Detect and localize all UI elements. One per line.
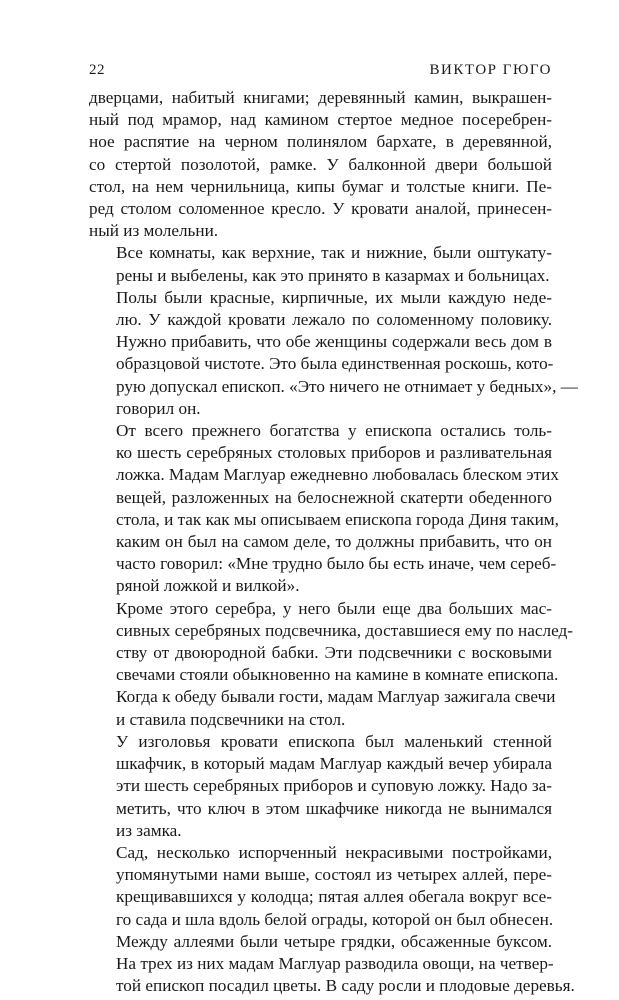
text-line: свечами стояли обыкновенно на камине в комнате епископа. [116, 665, 559, 685]
text-line: шкафчик, в который мадам Маглуар каждый вечер убирала [116, 754, 552, 774]
text-line: упомянутыми нами выше, состоял из четырех аллей, пере- [116, 865, 552, 885]
text-line: Все комнаты, как верхние, так и нижние, были оштукату- [116, 243, 552, 263]
text-line: ко шесть серебряных столовых приборов и разливательная [116, 443, 552, 463]
text-line: из замка. [116, 820, 182, 840]
text-line: и ставила подсвечники на стол. [116, 709, 346, 729]
text-line: ный из молельни. [89, 221, 219, 241]
text-line: ряной ложкой и вилкой». [116, 576, 300, 596]
text-line: крещивавшихся у колодца; пятая аллея обегала вокруг все- [116, 887, 552, 907]
running-title: ВИКТОР ГЮГО [429, 62, 552, 78]
text-line: Между аллеями были четыре грядки, обсаженные буксом. [116, 931, 552, 951]
text-line: На трех из них мадам Маглуар разводила овощи, на четвер- [116, 953, 554, 973]
page-header [89, 62, 552, 79]
text-line: каким он был на самом деле, то должны прибавить, что он [116, 532, 552, 552]
text-line: эти шесть серебряных приборов и суповую ложку. Надо за- [116, 776, 552, 796]
text-line: стола, и так как мы описываем епископа города Диня таким, [116, 509, 559, 529]
text-line: ный под мрамор, над камином стертое медное посеребрен- [89, 110, 552, 130]
text-line: вещей, разложенных на белоснежной скатерти обеденного [116, 487, 552, 507]
text-line: Кроме этого серебра, у него были еще два больших мас- [116, 598, 552, 618]
text-line: лю. У каждой кровати лежало по соломенному половику. [116, 310, 552, 330]
text-line: рую допускал епископ. «Это ничего не отнимает у бедных», — [116, 376, 578, 396]
text-line: со стертой позолотой, рамке. У балконной двери большой [89, 154, 552, 174]
text-line: Нужно прибавить, что обе женщины содержали весь дом в [116, 332, 552, 352]
text-line: Полы были красные, кирпичные, их мыли каждую неде- [116, 287, 552, 307]
paragraph [89, 287, 578, 420]
text-line: часто говорил: «Мне трудно было бы есть иначе, чем сереб- [116, 554, 557, 574]
text-line: От всего прежнего богатства у епископа остались толь- [116, 421, 552, 441]
text-line: го сада и шла вдоль белой ограды, которой он был обнесен. [116, 909, 554, 929]
text-line: ное распятие на черном полинялом бархате, в деревянной, [89, 132, 552, 152]
text-line: той епископ посадил цветы. В саду росли и плодовые деревья. [116, 976, 575, 996]
text-line: ству от двоюродной бабки. Эти подсвечники с восковыми [116, 643, 552, 663]
page-number: 22 [89, 62, 105, 78]
text-line: сивных серебряных подсвечника, доставшиеся ему по наслед- [116, 620, 573, 640]
text-line: ред столом соломенное кресло. У кровати аналой, принесен- [89, 199, 552, 219]
text-line: ложка. Мадам Маглуар ежедневно любовалась блеском этих [116, 465, 559, 485]
book-page [89, 62, 578, 997]
text-line: метить, что ключ в этом шкафчике никогда не вынимался [116, 798, 552, 818]
paragraph [89, 242, 552, 286]
paragraph [89, 87, 552, 242]
text-line: рены и выбелены, как это принято в казармах и больницах. [116, 265, 550, 285]
paragraph [89, 842, 575, 997]
text-line: У изголовья кровати епископа был маленький стенной [116, 731, 552, 751]
text-line: стол, на нем чернильница, кипы бумаг и толстые книги. Пе- [89, 176, 552, 196]
text-line: дверцами, набитый книгами; деревянный камин, выкрашен- [89, 88, 552, 107]
body-text [89, 87, 578, 997]
text-line: Сад, несколько испорченный некрасивыми постройками, [116, 842, 552, 862]
paragraph [89, 731, 552, 842]
text-line: Когда к обеду бывали гости, мадам Маглуар зажигала свечи [116, 687, 556, 707]
text-line: образцовой чистоте. Это была единственная роскошь, кото- [116, 354, 554, 374]
paragraph [89, 420, 559, 598]
paragraph [89, 598, 573, 731]
text-line: говорил он. [116, 398, 201, 418]
